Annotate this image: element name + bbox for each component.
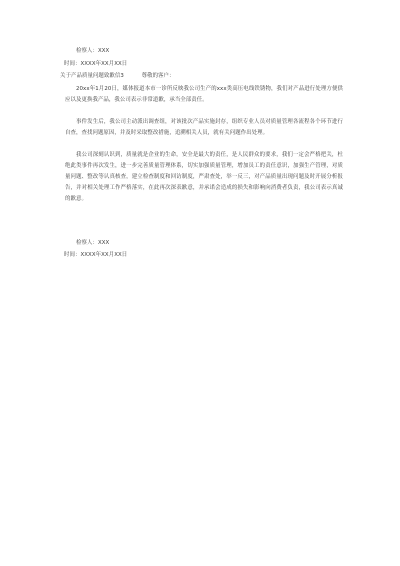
letter-salutation: 尊敬的客户： (141, 73, 175, 79)
letter-title: 关于产品质量问题致歉信3 (60, 73, 124, 79)
letter-paragraph-1: 20xx年1月20日，媒体报道本市一诊所反映我公司生产的xxx类高压电线铁锈物，我们对产品进行处理方便供应以及更换我产品，我公司表示非常道歉，承当全部责任。 (65, 86, 343, 103)
header-sender: 检察人：XXX (76, 48, 110, 54)
header-time: 时间：XXXX年XX月XX日 (64, 61, 128, 67)
sign-sender: 检察人：XXX (76, 240, 110, 246)
letter-title-line (60, 73, 175, 80)
letter-paragraph-3: 我公司深刻认识到，质量就是企业的生命，安全是最大的责任，是人民群众的要求，我们一定会严格把关，杜绝此类事件再次发生，进一步完善质量管理体系，切实加强质量管理，增加员工的责任意识，加强生产管理，对质量问题、整改等认真核查，建立检查制度和回访制度，严肃查处，举一反三，对产品质量出现问题及时开展分析报告，并对相关处理工作严格落实，在此再次深表歉意，并承诺会造成的损失和影响向消费者负责，我公司表示真诚的歉意。 (65, 152, 343, 202)
letter-paragraph-2: 事件发生后，我公司主动派出调查组，对该批次产品实施封存，组织专业人员对质量管理各流程各个环节进行自查，查找问题原因，并及时采取整改措施，追溯相关人员，就有关问题作出处理。 (65, 119, 343, 136)
sign-time: 时间：XXXX年XX月XX日 (64, 252, 128, 258)
